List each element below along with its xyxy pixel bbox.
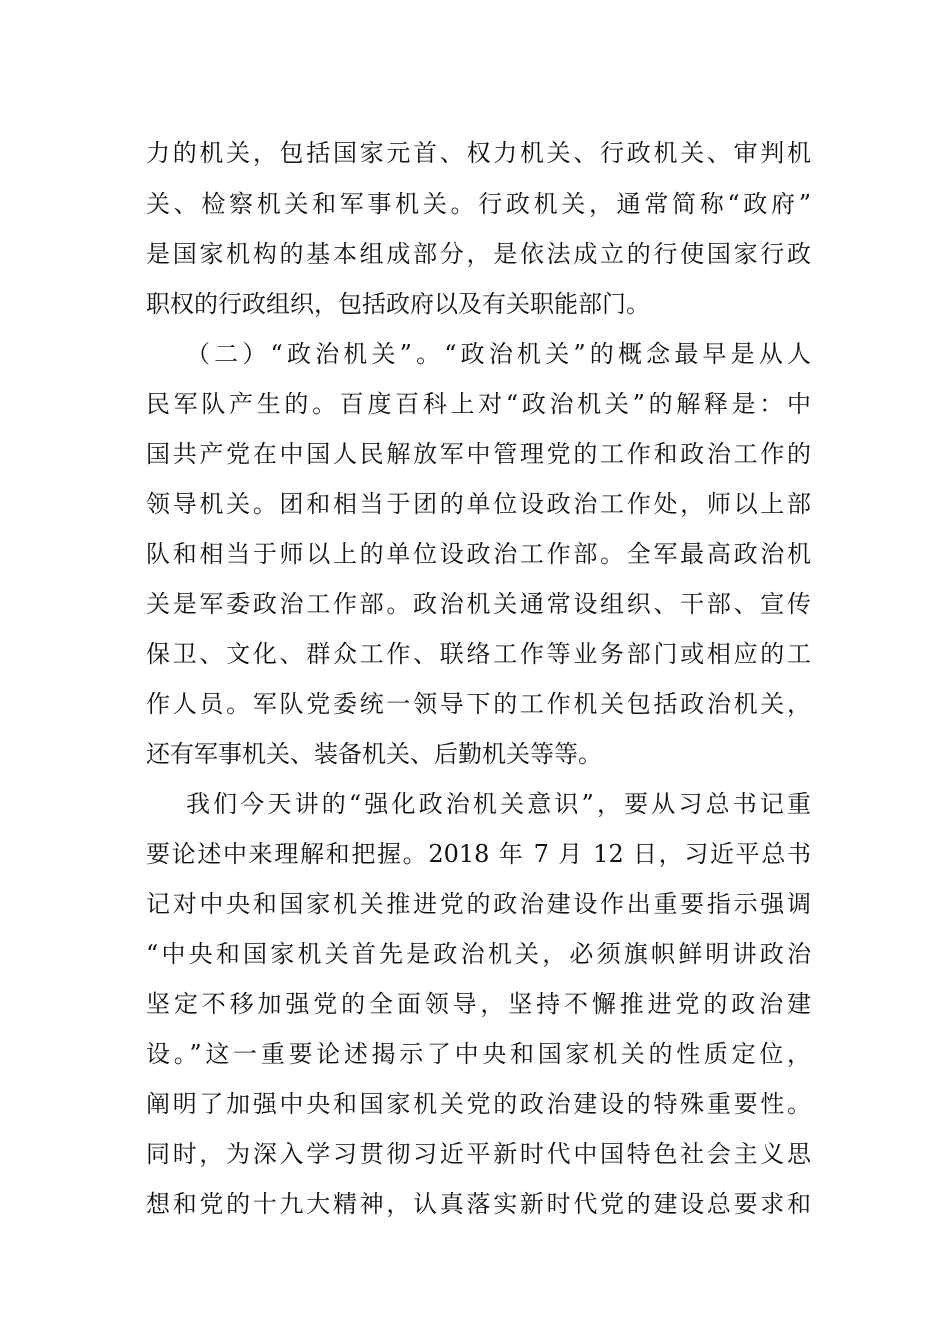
text-line: 坚定不移加强党的全面领导，坚持不懈推进党的政治建 — [146, 990, 811, 1018]
text-line: 我们今天讲的“强化政治机关意识”，要从习总书记重 — [186, 790, 811, 818]
text-line: 设。”这一重要论述揭示了中央和国家机关的性质定位， — [146, 1040, 811, 1068]
text-line: 关、检察机关和军事机关。行政机关，通常简称“政府” — [146, 190, 811, 218]
text-line: 力的机关，包括国家元首、权力机关、行政机关、审判机 — [146, 139, 811, 167]
text-line: 想和党的十九大精神，认真落实新时代党的建设总要求和 — [146, 1190, 811, 1218]
text-line: 是国家机构的基本组成部分，是依法成立的行使国家行政 — [146, 240, 811, 268]
text-line: （二）“政治机关”。“政治机关”的概念最早是从人 — [186, 340, 811, 368]
text-line: 同时，为深入学习贯彻习近平新时代中国特色社会主义思 — [146, 1140, 811, 1168]
text-line: 要论述中来理解和把握。2018 年 7 月 12 日，习近平总书 — [146, 840, 811, 868]
text-line: 记对中央和国家机关推进党的政治建设作出重要指示强调 — [146, 890, 811, 918]
text-line: 国共产党在中国人民解放军中管理党的工作和政治工作的 — [146, 440, 811, 468]
text-line: 保卫、文化、群众工作、联络工作等业务部门或相应的工 — [146, 640, 811, 668]
text-line: 职权的行政组织，包括政府以及有关职能部门。 — [146, 290, 650, 318]
text-line: 民军队产生的。百度百科上对“政治机关”的解释是：中 — [146, 390, 811, 418]
text-line: 作人员。军队党委统一领导下的工作机关包括政治机关， — [146, 690, 811, 718]
text-line: 领导机关。团和相当于团的单位设政治工作处，师以上部 — [146, 490, 811, 518]
text-line: 关是军委政治工作部。政治机关通常设组织、干部、宣传 — [146, 590, 811, 618]
text-line: 队和相当于师以上的单位设政治工作部。全军最高政治机 — [146, 540, 811, 568]
text-line: 还有军事机关、装备机关、后勤机关等等。 — [146, 740, 602, 768]
text-line: “中央和国家机关首先是政治机关，必须旗帜鲜明讲政治 — [146, 940, 811, 968]
text-line: 阐明了加强中央和国家机关党的政治建设的特殊重要性。 — [146, 1090, 811, 1118]
